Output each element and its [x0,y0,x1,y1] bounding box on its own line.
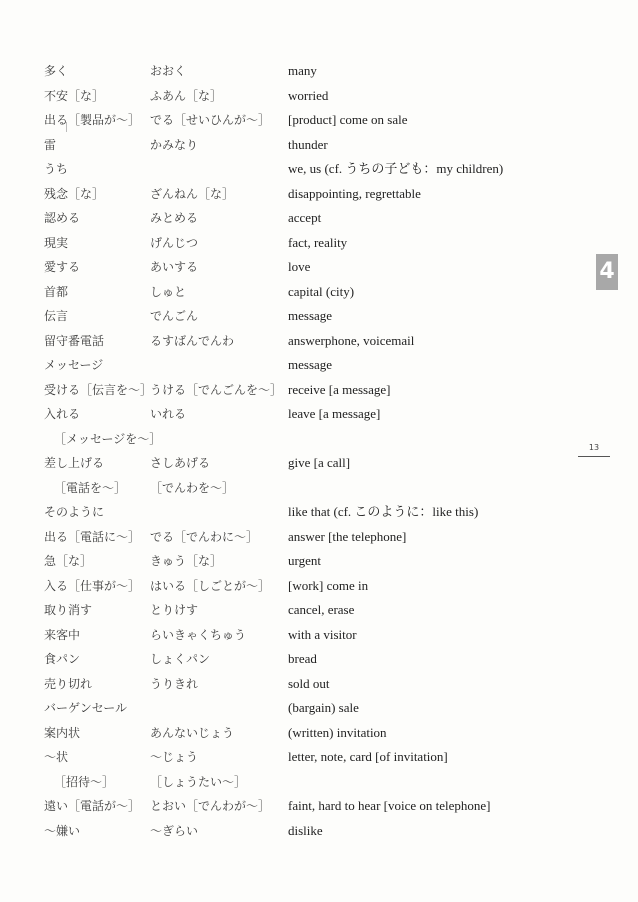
english-meaning: dislike [288,822,323,838]
english-meaning: [product] come on sale [288,112,408,127]
vocab-row [0,87,638,111]
kanji-term: 来客中 [44,627,81,642]
page-number: 13 [588,443,600,452]
kana-reading: しゅと [150,284,187,299]
kanji-term: 伝言 [44,309,69,323]
english-meaning: bread [288,651,317,666]
english-meaning: we, us (cf. うちの子ども：my children) [288,161,504,176]
kanji-term: 取り消す [44,603,93,617]
kanji-term: 遠い［電話が～］ [44,799,141,813]
english-meaning: faint, hard to hear [voice on telephone] [288,798,491,813]
kana-reading: さしあげる [150,456,211,470]
vocab-row [0,332,638,356]
english-meaning: message [288,357,333,372]
page-number-rule [578,456,610,457]
vocab-row [0,430,638,454]
english-meaning: capital (city) [288,283,355,299]
kanji-term: 現実 [44,235,69,250]
chapter-tab: 4 [596,254,618,290]
english-meaning: sold out [288,675,330,691]
vocab-row [0,699,638,723]
vocab-row [0,307,638,331]
vocab-row [0,136,638,160]
kana-reading: でんごん [150,309,199,323]
english-meaning: love [288,259,311,274]
english-meaning: message [288,308,333,323]
kana-reading: ふあん［な］ [150,88,223,103]
vocab-row [0,724,638,748]
vocab-row [0,234,638,258]
kanji-term: 首都 [44,284,69,299]
kanji-term: 急［な］ [44,554,93,568]
kanji-term: バーゲンセール [44,701,128,715]
kanji-term: ～状 [44,750,69,764]
kana-reading: でる［でんわに～］ [150,529,259,544]
kana-reading: きゅう［な］ [150,554,223,568]
kanji-term: 出る［製品が～］ [44,113,141,127]
english-meaning: (bargain) sale [288,700,359,715]
vocab-row [0,577,638,601]
kana-reading: ざんねん［な］ [150,186,235,201]
english-meaning: give [a call] [288,455,351,470]
english-meaning: like that (cf. このように：like this) [288,504,479,519]
kanji-term: 食パン [44,652,81,666]
kanji-term: 残念［な］ [44,186,105,201]
kana-reading: とりけす [150,603,199,617]
vocab-row [0,62,638,86]
kanji-term: ［招待～］ [54,774,115,789]
kanji-term: 愛する [44,260,81,274]
vocab-row [0,675,638,699]
vocab-row [0,479,638,503]
kana-reading: らいきゃくちゅう [150,627,247,642]
english-meaning: disappointing, regrettable [288,185,421,201]
english-meaning: thunder [288,136,328,152]
english-meaning: leave [a message] [288,406,381,421]
kanji-term: 案内状 [44,725,81,740]
kanji-term: 多く [44,64,69,78]
kana-reading: しょくパン [150,652,211,666]
vocab-row [0,111,638,135]
kana-reading: ～ぎらい [150,823,199,838]
english-meaning: letter, note, card [of invitation] [288,749,448,764]
kanji-term: そのように [44,505,105,519]
vocab-row [0,258,638,282]
kanji-term: ［メッセージを～］ [54,431,162,446]
kanji-term: 受ける［伝言を～］ [44,382,153,397]
kanji-term: 出る［電話に～］ [44,529,141,544]
kanji-term: 雷 [44,137,57,152]
kana-reading: げんじつ [150,235,199,250]
vocab-row [0,797,638,821]
english-meaning: accept [288,210,322,225]
english-meaning: worried [288,87,329,103]
english-meaning: with a visitor [288,626,357,642]
kanji-term: 留守番電話 [44,333,105,348]
english-meaning: many [288,63,317,78]
kana-reading: うける［でんごんを～］ [150,382,283,397]
kanji-term: 入る［仕事が～］ [44,578,141,593]
vocab-row [0,650,638,674]
english-meaning: [work] come in [288,577,369,593]
english-meaning: cancel, erase [288,602,355,617]
vocab-row [0,773,638,797]
vocab-row [0,626,638,650]
kana-reading: みとめる [150,211,199,225]
vocab-row [0,748,638,772]
kana-reading: うりきれ [150,676,199,691]
vocab-row [0,601,638,625]
kanji-term: 入れる [44,407,81,421]
kana-reading: あいする [150,260,199,274]
kanji-term: 認める [44,211,81,225]
vocab-row [0,160,638,184]
kana-reading: ［でんわを～］ [150,480,235,495]
english-meaning: (written) invitation [288,724,387,740]
kana-reading: とおい［でんわが～］ [150,799,271,813]
kana-reading: るすばんでんわ [150,333,235,348]
english-meaning: fact, reality [288,234,348,250]
kana-reading: ［しょうたい～］ [150,774,247,789]
english-meaning: receive [a message] [288,381,391,397]
vocab-row [0,356,638,380]
kana-reading: でる［せいひんが～］ [150,113,271,127]
vocab-row [0,209,638,233]
kanji-term: 不安［な］ [44,88,105,103]
kana-reading: あんないじょう [150,725,235,740]
english-meaning: answerphone, voicemail [288,332,415,348]
kana-reading: はいる［しごとが～］ [150,578,271,593]
vocab-row [0,822,638,846]
kana-reading: かみなり [150,137,199,152]
kana-reading: いれる [150,407,187,421]
kana-reading: おおく [150,64,187,78]
kana-reading: ～じょう [150,750,199,764]
kanji-term: 差し上げる [44,456,105,470]
vocab-row [0,503,638,527]
english-meaning: urgent [288,553,321,568]
kanji-term: 売り切れ [44,676,93,691]
kanji-term: ～嫌い [44,823,81,838]
vocab-row [0,454,638,478]
kanji-term: メッセージ [44,358,104,372]
vocab-row [0,405,638,429]
vocab-row [0,552,638,576]
vocab-row [0,381,638,405]
kanji-term: ［電話を～］ [54,480,127,495]
kanji-term: うち [44,162,69,176]
vocab-row [0,528,638,552]
english-meaning: answer [the telephone] [288,528,407,544]
vocab-row [0,185,638,209]
vocab-row [0,283,638,307]
